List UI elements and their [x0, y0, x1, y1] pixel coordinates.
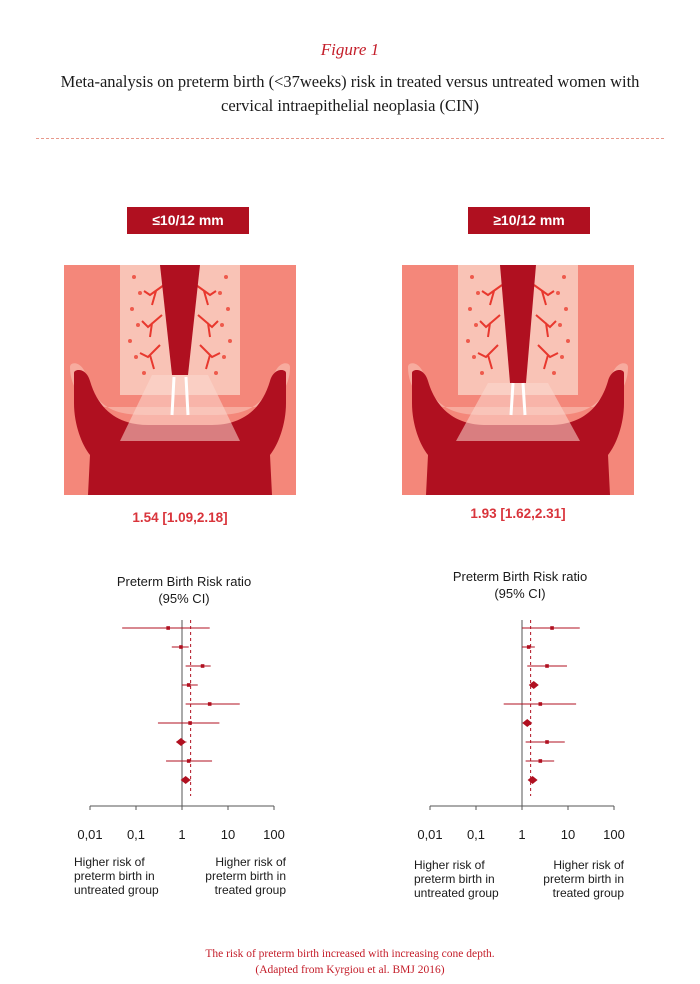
cone-depth-badge-small: ≤10/12 mm: [127, 207, 249, 234]
note-untreated-right: Higher risk of preterm birth in untreated group: [414, 858, 499, 900]
study-point: [179, 645, 183, 649]
study-point: [201, 664, 205, 668]
figure-title: Meta-analysis on preterm birth (<37weeks) risk in treated versus untreated women with cervical intraepithelial neoplasia (CIN): [60, 72, 640, 115]
study-point: [545, 740, 549, 744]
forest-subtitle-text: (95% CI): [494, 586, 546, 601]
x-tick-label: 100: [263, 827, 285, 842]
caption-line-1: The risk of preterm birth increased with increasing cone depth.: [205, 948, 495, 960]
study-point: [545, 664, 549, 668]
cervix-illustration-small-cone: [64, 265, 296, 495]
study-point: [208, 702, 212, 706]
cervix-illustration-large-cone: [402, 265, 634, 495]
study-point: [187, 759, 191, 763]
risk-ratio-large-cone: 1.93 [1.62,2.31]: [470, 506, 566, 521]
study-point: [539, 702, 543, 706]
forest-title-text: Preterm Birth Risk ratio: [452, 569, 588, 584]
x-tick-label: 10: [220, 827, 236, 842]
forest-plot-title-left: [84, 573, 284, 607]
caption-line-2: (Adapted from Kyrgiou et al. BMJ 2016): [255, 964, 445, 976]
study-point: [188, 721, 192, 725]
study-point: [166, 626, 170, 630]
forest-plot-title-right: [420, 568, 620, 602]
risk-ratio-small-cone: 1.54 [1.09,2.18]: [132, 510, 228, 525]
x-tick-label: 100: [603, 827, 625, 842]
summary-diamond: [528, 776, 538, 784]
x-tick-label: 0,01: [417, 827, 443, 842]
dashed-divider: [36, 138, 664, 139]
forest-title-text: Preterm Birth Risk ratio: [116, 574, 252, 589]
summary-diamond: [176, 738, 186, 746]
x-tick-label: 0,1: [466, 827, 486, 842]
study-point: [187, 683, 191, 687]
note-treated-left: Higher risk of preterm birth in treated group: [205, 855, 286, 897]
forest-plot-large-cone: [400, 610, 660, 850]
figure-label: Figure 1: [320, 40, 380, 59]
study-point: [527, 645, 531, 649]
note-untreated-left: Higher risk of preterm birth in untreated group: [74, 855, 159, 897]
forest-plot-small-cone: [60, 610, 320, 850]
x-tick-label: 10: [560, 827, 576, 842]
cone-depth-badge-large: ≥10/12 mm: [468, 207, 590, 234]
note-treated-right: Higher risk of preterm birth in treated group: [543, 858, 624, 900]
figure-caption: [0, 946, 700, 978]
forest-subtitle-text: (95% CI): [158, 591, 210, 606]
x-tick-label: 1: [518, 827, 526, 842]
x-tick-label: 0,01: [77, 827, 103, 842]
study-point: [550, 626, 554, 630]
x-tick-label: 0,1: [126, 827, 146, 842]
study-point: [539, 759, 543, 763]
summary-diamond: [522, 719, 532, 727]
x-tick-label: 1: [178, 827, 186, 842]
